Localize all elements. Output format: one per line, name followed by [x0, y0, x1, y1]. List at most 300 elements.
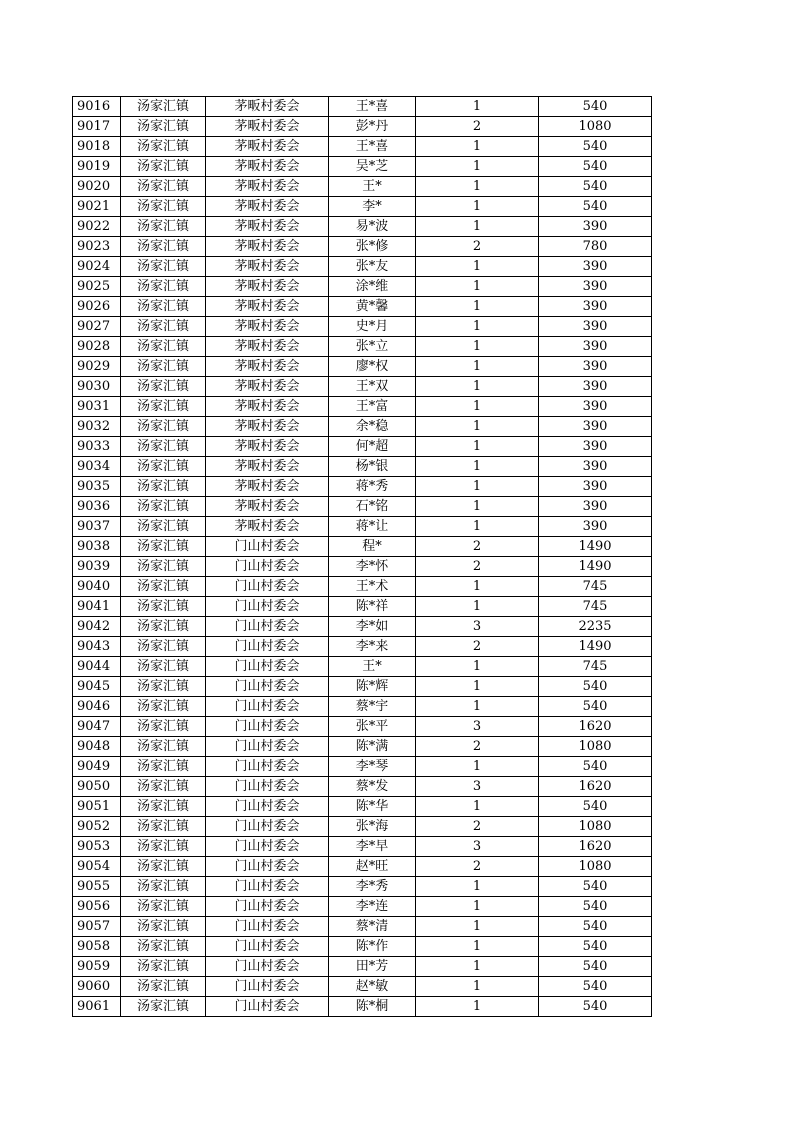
table-row	[73, 277, 652, 297]
village-committee-cell: 门山村委会	[206, 837, 329, 857]
name-cell: 王*喜	[329, 137, 416, 157]
village-committee-cell: 门山村委会	[206, 597, 329, 617]
village-committee-cell: 茅畈村委会	[206, 517, 329, 537]
table-row	[73, 217, 652, 237]
row-id-cell: 9034	[73, 457, 121, 477]
table-row	[73, 677, 652, 697]
town-cell: 汤家汇镇	[121, 257, 206, 277]
town-cell: 汤家汇镇	[121, 377, 206, 397]
village-committee-cell: 茅畈村委会	[206, 157, 329, 177]
row-id-cell: 9058	[73, 937, 121, 957]
town-cell: 汤家汇镇	[121, 177, 206, 197]
town-cell: 汤家汇镇	[121, 417, 206, 437]
name-cell: 张*友	[329, 257, 416, 277]
row-id-cell: 9021	[73, 197, 121, 217]
table-row	[73, 457, 652, 477]
town-cell: 汤家汇镇	[121, 637, 206, 657]
row-id-cell: 9025	[73, 277, 121, 297]
count-cell: 1	[416, 297, 539, 317]
table-row	[73, 377, 652, 397]
town-cell: 汤家汇镇	[121, 537, 206, 557]
amount-cell: 540	[539, 897, 652, 917]
row-id-cell: 9047	[73, 717, 121, 737]
table-row	[73, 657, 652, 677]
village-committee-cell: 门山村委会	[206, 757, 329, 777]
amount-cell: 745	[539, 577, 652, 597]
amount-cell: 390	[539, 497, 652, 517]
table-row	[73, 437, 652, 457]
name-cell: 何*超	[329, 437, 416, 457]
row-id-cell: 9055	[73, 877, 121, 897]
row-id-cell: 9044	[73, 657, 121, 677]
row-id-cell: 9042	[73, 617, 121, 637]
row-id-cell: 9022	[73, 217, 121, 237]
amount-cell: 540	[539, 197, 652, 217]
name-cell: 李*来	[329, 637, 416, 657]
village-committee-cell: 茅畈村委会	[206, 477, 329, 497]
name-cell: 李*怀	[329, 557, 416, 577]
row-id-cell: 9039	[73, 557, 121, 577]
row-id-cell: 9027	[73, 317, 121, 337]
name-cell: 蔡*宇	[329, 697, 416, 717]
row-id-cell: 9016	[73, 97, 121, 117]
row-id-cell: 9048	[73, 737, 121, 757]
count-cell: 1	[416, 337, 539, 357]
count-cell: 1	[416, 177, 539, 197]
amount-cell: 1490	[539, 637, 652, 657]
row-id-cell: 9029	[73, 357, 121, 377]
amount-cell: 390	[539, 377, 652, 397]
name-cell: 田*芳	[329, 957, 416, 977]
name-cell: 王*双	[329, 377, 416, 397]
count-cell: 2	[416, 557, 539, 577]
table-row	[73, 797, 652, 817]
name-cell: 王*	[329, 177, 416, 197]
count-cell: 1	[416, 757, 539, 777]
amount-cell: 540	[539, 757, 652, 777]
village-committee-cell: 门山村委会	[206, 577, 329, 597]
count-cell: 1	[416, 877, 539, 897]
amount-cell: 540	[539, 677, 652, 697]
name-cell: 易*波	[329, 217, 416, 237]
count-cell: 1	[416, 937, 539, 957]
village-committee-cell: 茅畈村委会	[206, 237, 329, 257]
name-cell: 王*术	[329, 577, 416, 597]
village-committee-cell: 门山村委会	[206, 857, 329, 877]
table-row	[73, 317, 652, 337]
amount-cell: 390	[539, 217, 652, 237]
row-id-cell: 9018	[73, 137, 121, 157]
row-id-cell: 9036	[73, 497, 121, 517]
table-row	[73, 777, 652, 797]
count-cell: 2	[416, 117, 539, 137]
town-cell: 汤家汇镇	[121, 897, 206, 917]
name-cell: 赵*旺	[329, 857, 416, 877]
amount-cell: 540	[539, 997, 652, 1017]
table-row	[73, 477, 652, 497]
name-cell: 张*修	[329, 237, 416, 257]
village-committee-cell: 茅畈村委会	[206, 377, 329, 397]
count-cell: 1	[416, 977, 539, 997]
count-cell: 2	[416, 857, 539, 877]
row-id-cell: 9032	[73, 417, 121, 437]
village-committee-cell: 门山村委会	[206, 697, 329, 717]
name-cell: 王*喜	[329, 97, 416, 117]
row-id-cell: 9028	[73, 337, 121, 357]
table-row	[73, 397, 652, 417]
count-cell: 1	[416, 577, 539, 597]
name-cell: 蔡*清	[329, 917, 416, 937]
count-cell: 1	[416, 377, 539, 397]
name-cell: 蔡*发	[329, 777, 416, 797]
amount-cell: 2235	[539, 617, 652, 637]
table-row	[73, 117, 652, 137]
row-id-cell: 9050	[73, 777, 121, 797]
count-cell: 2	[416, 237, 539, 257]
count-cell: 1	[416, 417, 539, 437]
count-cell: 1	[416, 357, 539, 377]
name-cell: 彭*丹	[329, 117, 416, 137]
count-cell: 1	[416, 917, 539, 937]
count-cell: 1	[416, 277, 539, 297]
town-cell: 汤家汇镇	[121, 617, 206, 637]
table-row	[73, 557, 652, 577]
row-id-cell: 9038	[73, 537, 121, 557]
table-body	[73, 97, 652, 1017]
name-cell: 张*平	[329, 717, 416, 737]
amount-cell: 1080	[539, 857, 652, 877]
count-cell: 1	[416, 597, 539, 617]
count-cell: 3	[416, 617, 539, 637]
table-row	[73, 717, 652, 737]
village-committee-cell: 门山村委会	[206, 777, 329, 797]
village-committee-cell: 门山村委会	[206, 657, 329, 677]
town-cell: 汤家汇镇	[121, 817, 206, 837]
row-id-cell: 9023	[73, 237, 121, 257]
amount-cell: 540	[539, 177, 652, 197]
village-committee-cell: 门山村委会	[206, 937, 329, 957]
town-cell: 汤家汇镇	[121, 917, 206, 937]
table-row	[73, 737, 652, 757]
town-cell: 汤家汇镇	[121, 477, 206, 497]
village-committee-cell: 茅畈村委会	[206, 97, 329, 117]
count-cell: 2	[416, 817, 539, 837]
table-row	[73, 257, 652, 277]
name-cell: 黄*馨	[329, 297, 416, 317]
name-cell: 涂*维	[329, 277, 416, 297]
amount-cell: 390	[539, 337, 652, 357]
town-cell: 汤家汇镇	[121, 737, 206, 757]
row-id-cell: 9051	[73, 797, 121, 817]
village-committee-cell: 茅畈村委会	[206, 197, 329, 217]
amount-cell: 390	[539, 317, 652, 337]
row-id-cell: 9026	[73, 297, 121, 317]
amount-cell: 390	[539, 257, 652, 277]
count-cell: 3	[416, 717, 539, 737]
village-committee-cell: 茅畈村委会	[206, 217, 329, 237]
town-cell: 汤家汇镇	[121, 577, 206, 597]
town-cell: 汤家汇镇	[121, 457, 206, 477]
table-row	[73, 237, 652, 257]
count-cell: 1	[416, 217, 539, 237]
amount-cell: 540	[539, 797, 652, 817]
name-cell: 张*海	[329, 817, 416, 837]
table-row	[73, 177, 652, 197]
name-cell: 李*	[329, 197, 416, 217]
row-id-cell: 9037	[73, 517, 121, 537]
table-row	[73, 817, 652, 837]
village-committee-cell: 门山村委会	[206, 817, 329, 837]
table-row	[73, 997, 652, 1017]
town-cell: 汤家汇镇	[121, 777, 206, 797]
name-cell: 陈*华	[329, 797, 416, 817]
amount-cell: 1490	[539, 557, 652, 577]
row-id-cell: 9017	[73, 117, 121, 137]
amount-cell: 1490	[539, 537, 652, 557]
town-cell: 汤家汇镇	[121, 697, 206, 717]
village-committee-cell: 茅畈村委会	[206, 457, 329, 477]
count-cell: 1	[416, 797, 539, 817]
row-id-cell: 9024	[73, 257, 121, 277]
village-committee-cell: 门山村委会	[206, 737, 329, 757]
count-cell: 3	[416, 777, 539, 797]
table-row	[73, 857, 652, 877]
town-cell: 汤家汇镇	[121, 757, 206, 777]
amount-cell: 1080	[539, 737, 652, 757]
village-committee-cell: 茅畈村委会	[206, 497, 329, 517]
count-cell: 1	[416, 397, 539, 417]
table-row	[73, 357, 652, 377]
amount-cell: 540	[539, 937, 652, 957]
village-committee-cell: 门山村委会	[206, 877, 329, 897]
village-committee-cell: 门山村委会	[206, 677, 329, 697]
name-cell: 李*琴	[329, 757, 416, 777]
village-committee-cell: 茅畈村委会	[206, 297, 329, 317]
table-row	[73, 757, 652, 777]
village-committee-cell: 门山村委会	[206, 997, 329, 1017]
amount-cell: 390	[539, 457, 652, 477]
amount-cell: 540	[539, 957, 652, 977]
amount-cell: 540	[539, 697, 652, 717]
count-cell: 1	[416, 257, 539, 277]
town-cell: 汤家汇镇	[121, 117, 206, 137]
village-committee-cell: 茅畈村委会	[206, 137, 329, 157]
name-cell: 石*铭	[329, 497, 416, 517]
row-id-cell: 9049	[73, 757, 121, 777]
row-id-cell: 9020	[73, 177, 121, 197]
amount-cell: 1080	[539, 817, 652, 837]
count-cell: 1	[416, 137, 539, 157]
row-id-cell: 9052	[73, 817, 121, 837]
town-cell: 汤家汇镇	[121, 717, 206, 737]
amount-cell: 745	[539, 657, 652, 677]
town-cell: 汤家汇镇	[121, 797, 206, 817]
amount-cell: 390	[539, 517, 652, 537]
table-row	[73, 617, 652, 637]
town-cell: 汤家汇镇	[121, 337, 206, 357]
amount-cell: 540	[539, 97, 652, 117]
amount-cell: 390	[539, 397, 652, 417]
name-cell: 李*如	[329, 617, 416, 637]
table-row	[73, 837, 652, 857]
table-row	[73, 157, 652, 177]
amount-cell: 745	[539, 597, 652, 617]
village-committee-cell: 茅畈村委会	[206, 117, 329, 137]
count-cell: 3	[416, 837, 539, 857]
name-cell: 陈*辉	[329, 677, 416, 697]
amount-cell: 540	[539, 137, 652, 157]
table-row	[73, 937, 652, 957]
village-committee-cell: 茅畈村委会	[206, 277, 329, 297]
name-cell: 史*月	[329, 317, 416, 337]
town-cell: 汤家汇镇	[121, 297, 206, 317]
table-row	[73, 137, 652, 157]
table-row	[73, 957, 652, 977]
row-id-cell: 9043	[73, 637, 121, 657]
name-cell: 张*立	[329, 337, 416, 357]
row-id-cell: 9035	[73, 477, 121, 497]
row-id-cell: 9059	[73, 957, 121, 977]
row-id-cell: 9054	[73, 857, 121, 877]
town-cell: 汤家汇镇	[121, 237, 206, 257]
table-row	[73, 977, 652, 997]
count-cell: 1	[416, 317, 539, 337]
count-cell: 1	[416, 97, 539, 117]
village-committee-cell: 门山村委会	[206, 717, 329, 737]
town-cell: 汤家汇镇	[121, 837, 206, 857]
town-cell: 汤家汇镇	[121, 857, 206, 877]
count-cell: 1	[416, 657, 539, 677]
name-cell: 陈*祥	[329, 597, 416, 617]
village-committee-cell: 茅畈村委会	[206, 437, 329, 457]
village-committee-cell: 茅畈村委会	[206, 337, 329, 357]
row-id-cell: 9053	[73, 837, 121, 857]
town-cell: 汤家汇镇	[121, 197, 206, 217]
town-cell: 汤家汇镇	[121, 277, 206, 297]
village-committee-cell: 门山村委会	[206, 617, 329, 637]
row-id-cell: 9019	[73, 157, 121, 177]
town-cell: 汤家汇镇	[121, 397, 206, 417]
row-id-cell: 9041	[73, 597, 121, 617]
table-row	[73, 917, 652, 937]
village-committee-cell: 门山村委会	[206, 897, 329, 917]
table-row	[73, 597, 652, 617]
town-cell: 汤家汇镇	[121, 997, 206, 1017]
village-committee-cell: 茅畈村委会	[206, 257, 329, 277]
town-cell: 汤家汇镇	[121, 157, 206, 177]
row-id-cell: 9030	[73, 377, 121, 397]
amount-cell: 540	[539, 877, 652, 897]
count-cell: 1	[416, 197, 539, 217]
table-row	[73, 897, 652, 917]
name-cell: 蒋*秀	[329, 477, 416, 497]
amount-cell: 390	[539, 357, 652, 377]
village-committee-cell: 茅畈村委会	[206, 317, 329, 337]
data-table	[72, 96, 652, 1017]
village-committee-cell: 茅畈村委会	[206, 417, 329, 437]
town-cell: 汤家汇镇	[121, 977, 206, 997]
row-id-cell: 9056	[73, 897, 121, 917]
town-cell: 汤家汇镇	[121, 937, 206, 957]
town-cell: 汤家汇镇	[121, 677, 206, 697]
name-cell: 陈*作	[329, 937, 416, 957]
amount-cell: 1080	[539, 117, 652, 137]
count-cell: 1	[416, 697, 539, 717]
village-committee-cell: 门山村委会	[206, 917, 329, 937]
village-committee-cell: 门山村委会	[206, 557, 329, 577]
name-cell: 余*稳	[329, 417, 416, 437]
table-row	[73, 497, 652, 517]
count-cell: 1	[416, 497, 539, 517]
town-cell: 汤家汇镇	[121, 957, 206, 977]
town-cell: 汤家汇镇	[121, 877, 206, 897]
row-id-cell: 9061	[73, 997, 121, 1017]
count-cell: 1	[416, 517, 539, 537]
row-id-cell: 9031	[73, 397, 121, 417]
amount-cell: 540	[539, 157, 652, 177]
table-row	[73, 297, 652, 317]
village-committee-cell: 门山村委会	[206, 637, 329, 657]
name-cell: 蒋*让	[329, 517, 416, 537]
count-cell: 1	[416, 457, 539, 477]
table-row	[73, 877, 652, 897]
amount-cell: 780	[539, 237, 652, 257]
town-cell: 汤家汇镇	[121, 317, 206, 337]
count-cell: 1	[416, 477, 539, 497]
table-row	[73, 577, 652, 597]
amount-cell: 390	[539, 477, 652, 497]
row-id-cell: 9045	[73, 677, 121, 697]
table-row	[73, 537, 652, 557]
table-row	[73, 637, 652, 657]
town-cell: 汤家汇镇	[121, 217, 206, 237]
town-cell: 汤家汇镇	[121, 597, 206, 617]
town-cell: 汤家汇镇	[121, 137, 206, 157]
amount-cell: 1620	[539, 777, 652, 797]
table-row	[73, 337, 652, 357]
village-committee-cell: 门山村委会	[206, 977, 329, 997]
count-cell: 1	[416, 997, 539, 1017]
table-row	[73, 97, 652, 117]
town-cell: 汤家汇镇	[121, 517, 206, 537]
village-committee-cell: 门山村委会	[206, 797, 329, 817]
village-committee-cell: 茅畈村委会	[206, 357, 329, 377]
amount-cell: 390	[539, 417, 652, 437]
amount-cell: 390	[539, 297, 652, 317]
name-cell: 廖*权	[329, 357, 416, 377]
town-cell: 汤家汇镇	[121, 657, 206, 677]
row-id-cell: 9060	[73, 977, 121, 997]
name-cell: 杨*银	[329, 457, 416, 477]
name-cell: 陈*满	[329, 737, 416, 757]
amount-cell: 1620	[539, 717, 652, 737]
name-cell: 李*连	[329, 897, 416, 917]
count-cell: 1	[416, 897, 539, 917]
count-cell: 2	[416, 637, 539, 657]
row-id-cell: 9040	[73, 577, 121, 597]
town-cell: 汤家汇镇	[121, 557, 206, 577]
amount-cell: 390	[539, 437, 652, 457]
town-cell: 汤家汇镇	[121, 497, 206, 517]
row-id-cell: 9057	[73, 917, 121, 937]
table-row	[73, 197, 652, 217]
count-cell: 1	[416, 157, 539, 177]
count-cell: 1	[416, 677, 539, 697]
amount-cell: 540	[539, 977, 652, 997]
count-cell: 2	[416, 537, 539, 557]
count-cell: 1	[416, 957, 539, 977]
village-committee-cell: 茅畈村委会	[206, 397, 329, 417]
